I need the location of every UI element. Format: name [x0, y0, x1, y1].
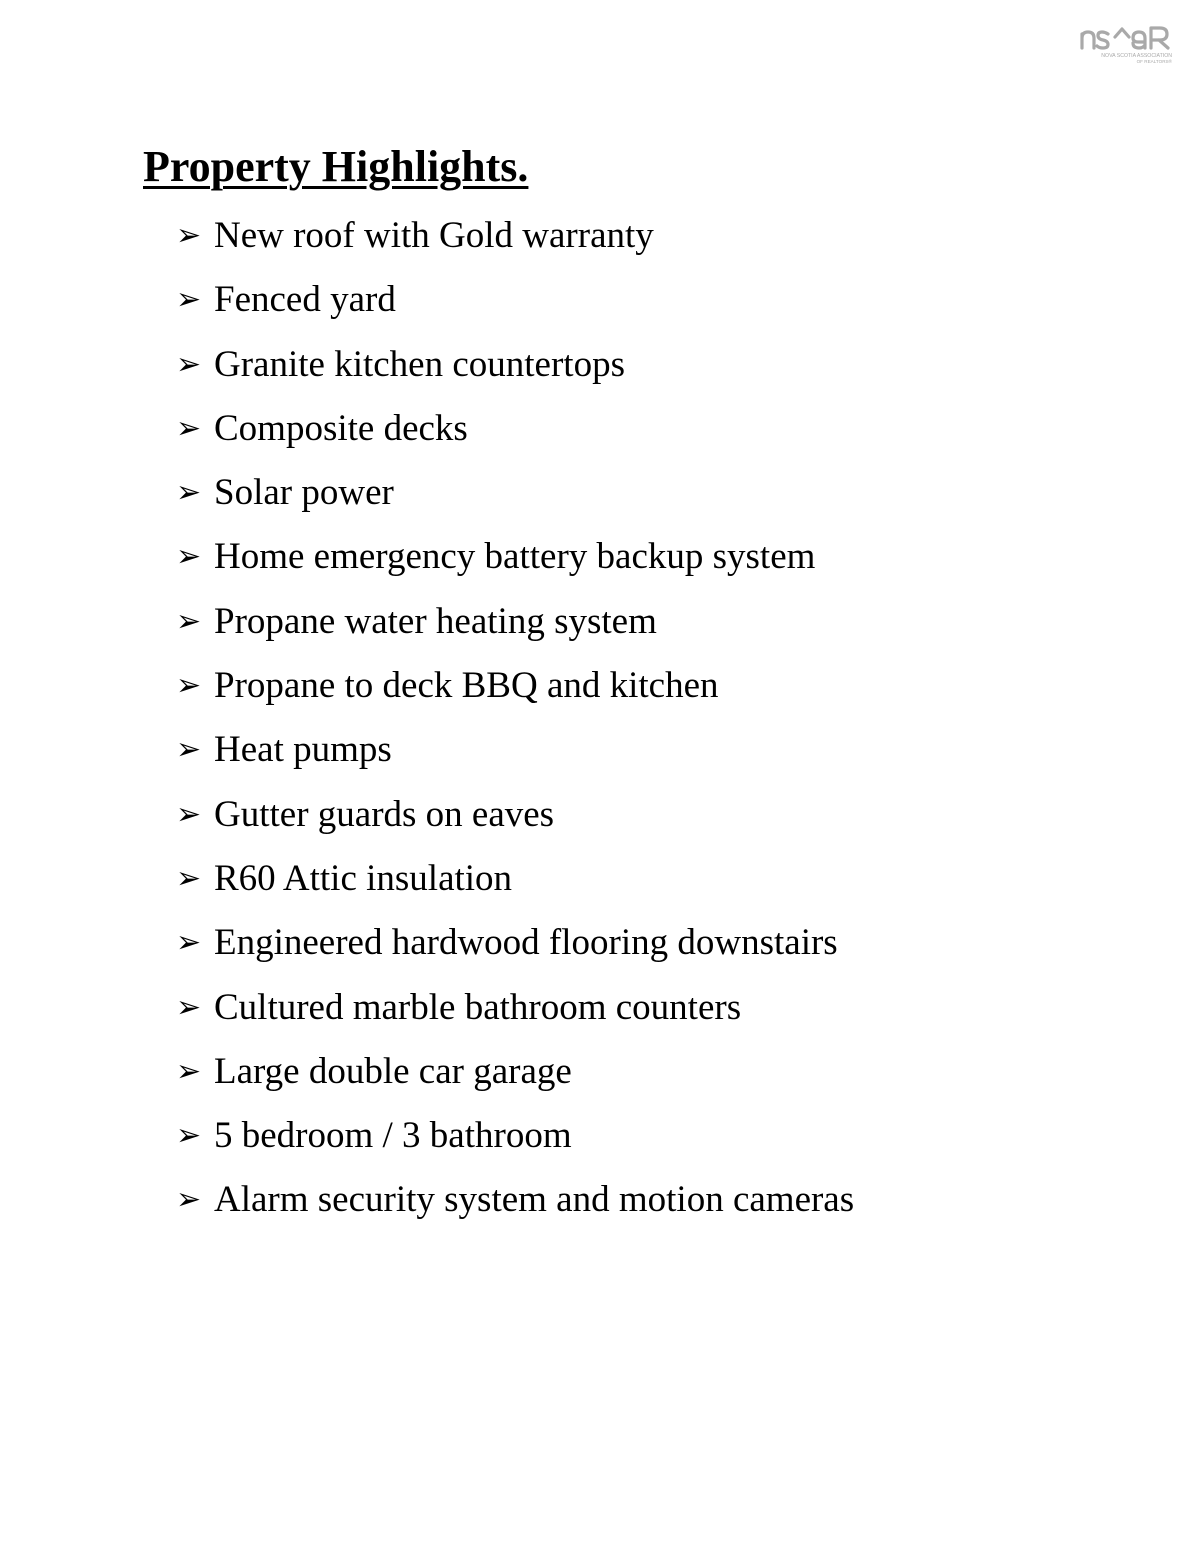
list-item	[176, 530, 854, 594]
logo-line-2: OF REALTORS®	[1136, 59, 1172, 64]
list-item	[176, 1173, 854, 1237]
list-item-text: Gutter guards on eaves	[214, 793, 555, 835]
list-item-text: Cultured marble bathroom counters	[214, 986, 742, 1028]
list-item	[176, 1045, 854, 1109]
arrowhead-bullet-icon: ➢	[176, 346, 202, 382]
list-item-text: Alarm security system and motion cameras	[214, 1179, 855, 1221]
list-item	[176, 723, 854, 787]
arrowhead-bullet-icon: ➢	[176, 1118, 202, 1154]
list-item-text: Fenced yard	[214, 279, 396, 321]
list-item-text: Home emergency battery backup system	[214, 536, 816, 578]
list-item	[176, 273, 854, 337]
arrowhead-bullet-icon: ➢	[176, 282, 202, 318]
list-item-text: Engineered hardwood flooring downstairs	[214, 922, 838, 964]
list-item-text: Large double car garage	[214, 1050, 572, 1092]
list-item	[176, 402, 854, 466]
list-item	[176, 595, 854, 659]
arrowhead-bullet-icon: ➢	[176, 989, 202, 1025]
list-item	[176, 338, 854, 402]
list-item	[176, 916, 854, 980]
list-item-text: Granite kitchen countertops	[214, 343, 625, 385]
list-item	[176, 466, 854, 530]
arrowhead-bullet-icon: ➢	[176, 1053, 202, 1089]
arrowhead-bullet-icon: ➢	[176, 410, 202, 446]
arrowhead-bullet-icon: ➢	[176, 218, 202, 253]
list-item-text: R60 Attic insulation	[214, 857, 513, 899]
list-item	[176, 1109, 854, 1173]
arrowhead-bullet-icon: ➢	[176, 860, 202, 896]
list-item	[176, 209, 854, 273]
list-item-text: Heat pumps	[214, 729, 392, 771]
list-item	[176, 852, 854, 916]
highlights-list	[176, 209, 854, 1238]
list-item-text: 5 bedroom / 3 bathroom	[214, 1115, 572, 1157]
arrowhead-bullet-icon: ➢	[176, 796, 202, 832]
arrowhead-bullet-icon: ➢	[176, 925, 202, 961]
nsar-logo	[1078, 20, 1188, 70]
list-item-text: Composite decks	[214, 407, 468, 449]
logo-line-1: NOVA SCOTIA ASSOCIATION	[1101, 53, 1172, 59]
arrowhead-bullet-icon: ➢	[176, 732, 202, 768]
list-item-text: New roof with Gold warranty	[214, 215, 654, 256]
list-item-text: Propane water heating system	[214, 600, 657, 642]
arrowhead-bullet-icon: ➢	[176, 1182, 202, 1218]
arrowhead-bullet-icon: ➢	[176, 603, 202, 639]
arrowhead-bullet-icon: ➢	[176, 668, 202, 704]
list-item-text: Propane to deck BBQ and kitchen	[214, 665, 719, 707]
arrowhead-bullet-icon: ➢	[176, 475, 202, 511]
page-title: Property Highlights.	[143, 142, 529, 191]
list-item	[176, 788, 854, 852]
list-item-text: Solar power	[214, 472, 394, 514]
list-item	[176, 981, 854, 1045]
list-item	[176, 659, 854, 723]
arrowhead-bullet-icon: ➢	[176, 539, 202, 575]
